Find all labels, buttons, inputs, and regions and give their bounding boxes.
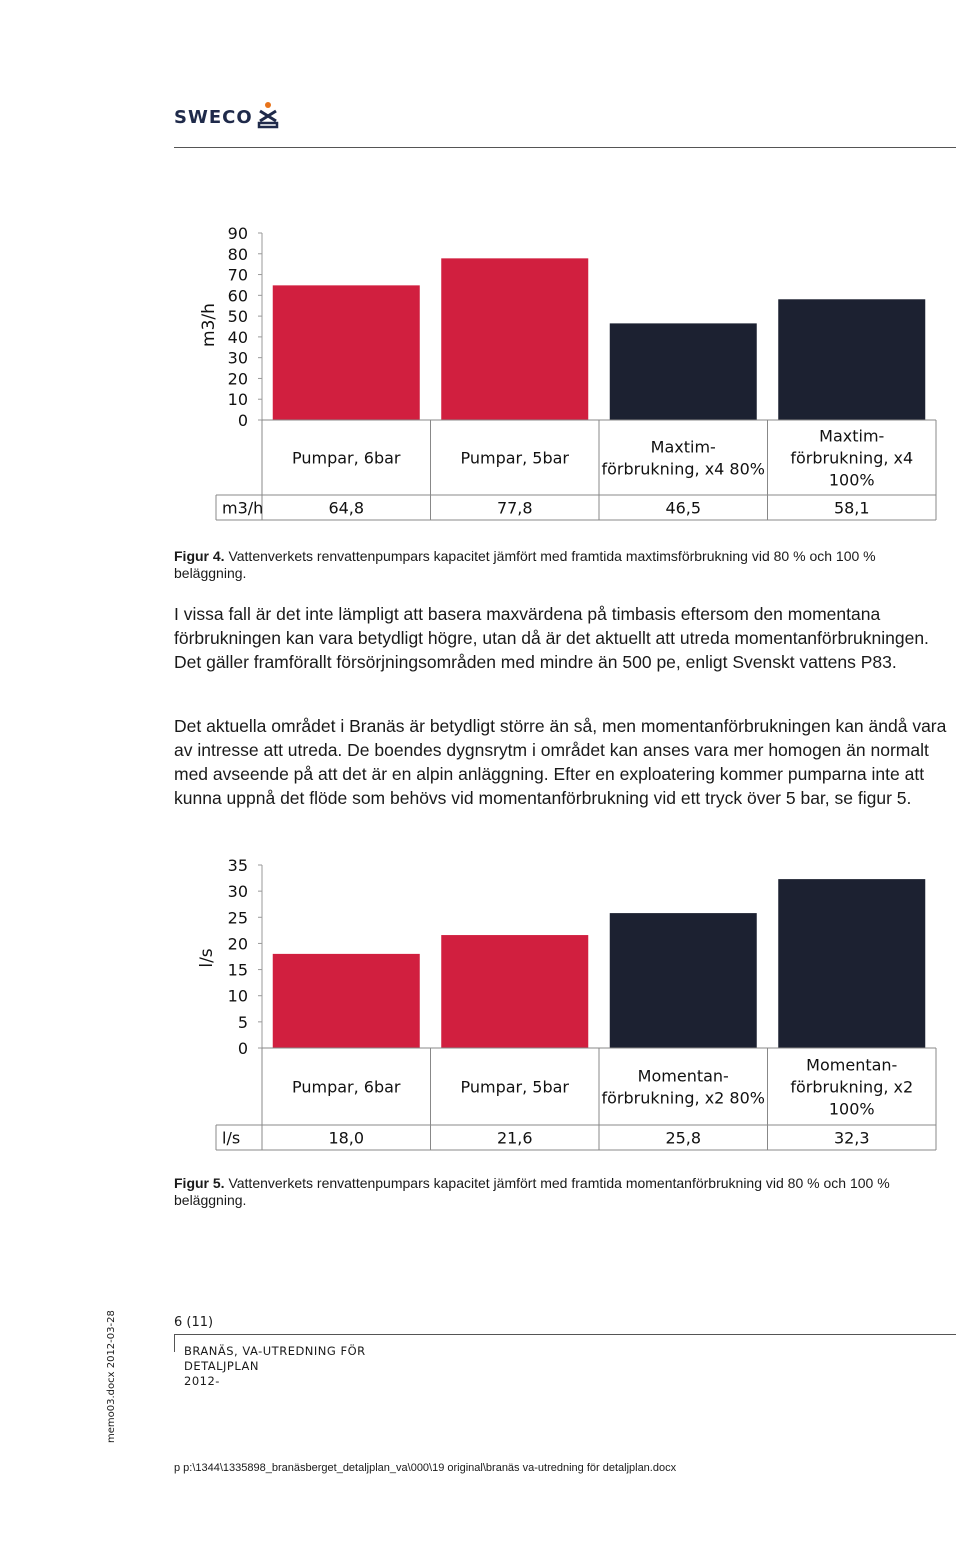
chart-bar: [273, 954, 420, 1048]
figure-5-label: Figur 5.: [174, 1175, 225, 1191]
category-label: 100%: [828, 470, 875, 490]
sweco-logo: [174, 100, 279, 134]
y-tick-label: 0: [237, 411, 248, 430]
y-tick-label: 20: [227, 369, 248, 389]
y-tick-label: 25: [227, 908, 248, 928]
y-tick-label: 10: [227, 390, 248, 410]
header-rule: [174, 147, 956, 148]
figure-5-text: Vattenverkets renvattenpumpars kapacitet jämfört med framtida momentanförbrukning vid 80 % och 100 % beläggning.: [174, 1175, 890, 1208]
y-tick-label: 40: [227, 327, 248, 347]
figure-5-caption: [174, 1175, 944, 1209]
y-tick-label: 15: [227, 960, 248, 980]
figure-4-text: Vattenverkets renvattenpumpars kapacitet jämfört med framtida maxtimsförbrukning vid 80 % och 100 % beläggning.: [174, 548, 876, 581]
data-value-label: 32,3: [833, 1128, 870, 1148]
table-row-label: l/s: [222, 1128, 241, 1148]
chart-figure-5-svg: [0, 850, 960, 1160]
page-number: 6 (11): [174, 1315, 214, 1330]
chart-bar: [441, 258, 588, 420]
sweco-person-icon: [257, 101, 279, 134]
y-tick-label: 60: [227, 286, 248, 306]
category-label: förbrukning, x2: [790, 1077, 914, 1097]
y-tick-label: 30: [227, 348, 248, 368]
y-axis-title: m3/h: [199, 303, 219, 347]
y-tick-label: 0: [237, 1039, 248, 1058]
y-tick-label: 80: [227, 244, 248, 264]
category-label: förbrukning, x4 80%: [601, 459, 765, 479]
data-value-label: 46,5: [665, 498, 702, 518]
logo-text: SWECO: [174, 106, 253, 128]
category-label: Maxtim-: [819, 426, 885, 446]
footer-side-text: memo03.docx 2012-03-28: [106, 1310, 117, 1443]
chart-figure-4: [0, 210, 960, 530]
chart-bar: [610, 913, 757, 1048]
chart-figure-5: [0, 850, 960, 1160]
data-value-label: 64,8: [328, 498, 365, 518]
data-value-label: 58,1: [833, 498, 870, 518]
paragraph-1: I vissa fall är det inte lämpligt att basera maxvärdena på timbasis eftersom den momentana förbrukningen kan vara betydligt högre, utan då är det aktuellt att utreda momentanförbrukningen. Det gäller framförallt försörjningsområden med mindre än 500 pe, enligt Svenskt vattens P83.: [174, 604, 929, 672]
footer-title-line-1: BRANÄS, VA-UTREDNING FÖR: [184, 1344, 366, 1358]
footer-rule: [174, 1334, 956, 1335]
category-label: Momentan-: [806, 1055, 898, 1075]
y-tick-label: 30: [227, 882, 248, 902]
footer-file-path: p p:\1344\1335898_branäsberget_detaljplan_va\000\19 original\branäs va-utredning för detaljplan.docx: [174, 1462, 677, 1474]
chart-bar: [610, 323, 757, 420]
category-label: 100%: [828, 1099, 875, 1119]
y-tick-label: 5: [237, 1012, 248, 1032]
chart-bar: [778, 299, 925, 420]
y-tick-label: 90: [227, 224, 248, 243]
chart-bar: [441, 935, 588, 1048]
y-tick-label: 10: [227, 986, 248, 1006]
y-axis-title: l/s: [197, 948, 217, 968]
category-label: Pumpar, 5bar: [460, 448, 570, 468]
chart-figure-4-svg: [0, 210, 960, 530]
figure-4-label: Figur 4.: [174, 548, 225, 564]
category-label: förbrukning, x2 80%: [601, 1088, 765, 1108]
category-label: Pumpar, 5bar: [460, 1077, 570, 1097]
y-tick-label: 70: [227, 265, 248, 285]
y-tick-label: 35: [227, 856, 248, 875]
category-label: Maxtim-: [650, 437, 716, 457]
data-value-label: 18,0: [328, 1128, 365, 1148]
table-row-label: m3/h: [222, 498, 264, 518]
paragraph-2: Det aktuella området i Branäs är betydligt större än så, men momentanförbrukningen kan ändå vara av intresse att utreda. De boendes dygnsrytm i området kan anses vara mer homogen än normalt med avseende på att det är en alpin anläggning. Efter en exploatering kommer pumparna inte att kunna uppnå det flöde som behövs vid momentanförbrukning vid ett tryck över 5 bar, se figur 5.: [174, 716, 947, 808]
category-label: Pumpar, 6bar: [291, 1077, 401, 1097]
y-tick-label: 50: [227, 307, 248, 327]
footer-title-line-3: 2012-: [184, 1374, 220, 1388]
category-label: Momentan-: [637, 1066, 729, 1086]
chart-bar: [778, 879, 925, 1048]
figure-4-caption: [174, 548, 944, 582]
footer-document-title: [184, 1344, 366, 1389]
data-value-label: 25,8: [665, 1128, 702, 1148]
footer-left-rule: [174, 1334, 175, 1352]
footer-title-line-2: DETALJPLAN: [184, 1359, 259, 1373]
category-label: förbrukning, x4: [790, 448, 914, 468]
category-label: Pumpar, 6bar: [291, 448, 401, 468]
chart-bar: [273, 285, 420, 420]
y-tick-label: 20: [227, 934, 248, 954]
data-value-label: 77,8: [496, 498, 533, 518]
data-value-label: 21,6: [496, 1128, 533, 1148]
